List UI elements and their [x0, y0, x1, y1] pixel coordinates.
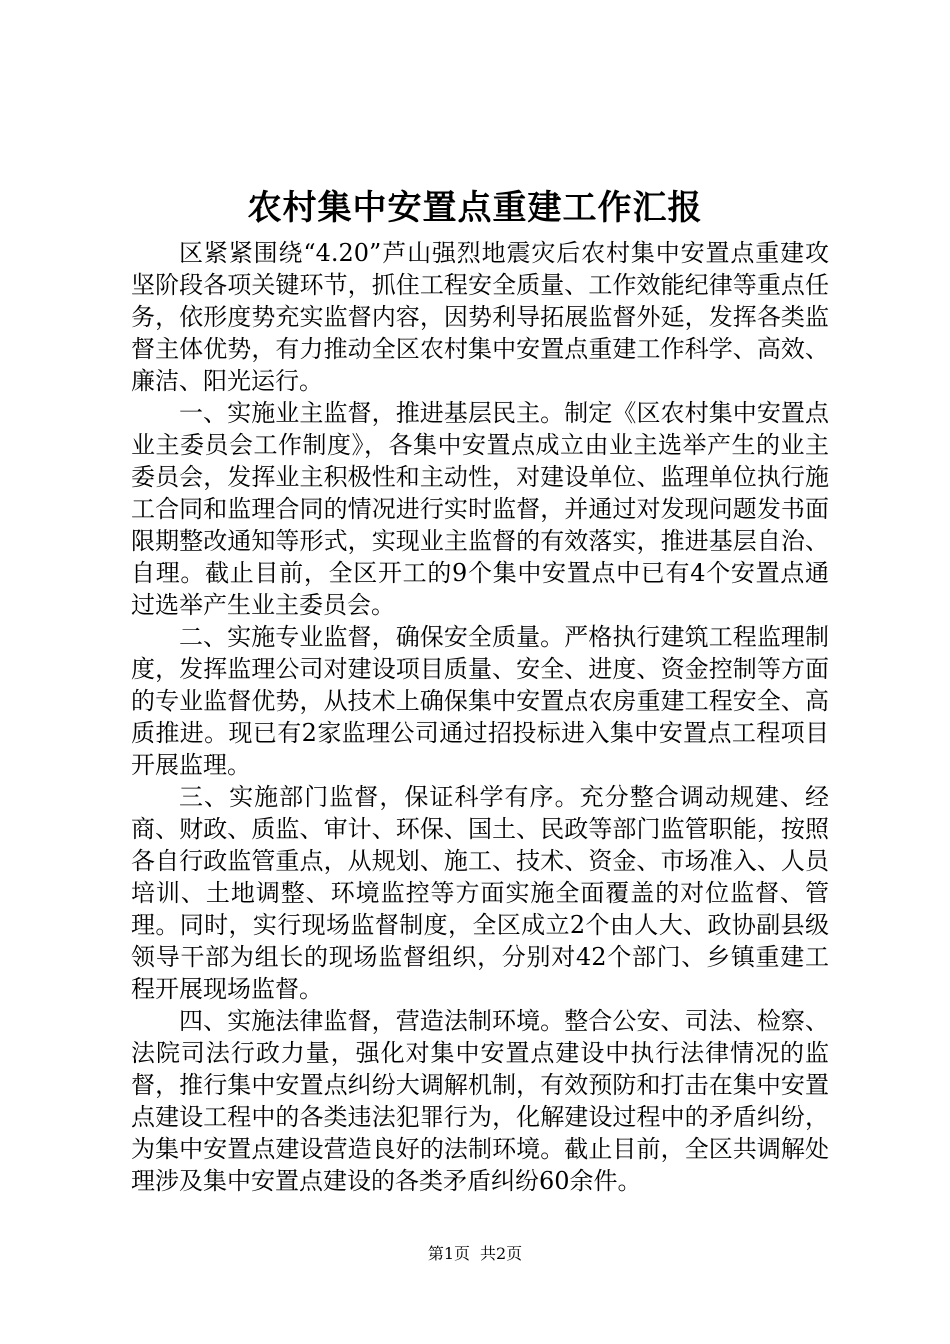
section-four-paragraph: 四、实施法律监督，营造法制环境。整合公安、司法、检察、法院司法行政力量，强化对集中安置点建设中执行法律情况的监督，推行集中安置点纠纷大调解机制，有效预防和打击在集中安置点建设工程中的各类违法犯罪行为，化解建设过程中的矛盾纠纷，为集中安置点建设营造良好的法制环境。截止目前，全区共调解处理涉及集中安置点建设的各类矛盾纠纷60余件。 [131, 1007, 829, 1195]
document-title: 农村集中安置点重建工作汇报 [247, 188, 703, 228]
document-body [131, 237, 829, 1197]
section-two-paragraph: 二、实施专业监督，确保安全质量。严格执行建筑工程监理制度，发挥监理公司对建设项目质量、安全、进度、资金控制等方面的专业监督优势，从技术上确保集中安置点农房重建工程安全、高质推进。现已有2家监理公司通过招投标进入集中安置点工程项目开展监理。 [131, 623, 829, 779]
section-one-paragraph: 一、实施业主监督，推进基层民主。制定《区农村集中安置点业主委员会工作制度》，各集中安置点成立由业主选举产生的业主委员会，发挥业主积极性和主动性，对建设单位、监理单位执行施工合同和监理合同的情况进行实时监督，并通过对发现问题发书面限期整改通知等形式，实现业主监督的有效落实，推进基层自治、自理。截止目前，全区开工的9个集中安置点中已有4个安置点通过选举产生业主委员会。 [131, 399, 829, 619]
intro-paragraph: 区紧紧围绕“4.20”芦山强烈地震灾后农村集中安置点重建攻坚阶段各项关键环节，抓住工程安全质量、工作效能纪律等重点任务，依形度势充实监督内容，因势利导拓展监督外延，发挥各类监督主体优势，有力推动全区农村集中安置点重建工作科学、高效、廉洁、阳光运行。 [131, 239, 829, 395]
page-footer [0, 1244, 950, 1264]
page-number-total: 共2页 [480, 1244, 523, 1263]
section-three-paragraph: 三、实施部门监督，保证科学有序。充分整合调动规建、经商、财政、质监、审计、环保、国土、民政等部门监管职能，按照各自行政监管重点，从规划、施工、技术、资金、市场准入、人员培训、土地调整、环境监控等方面实施全面覆盖的对位监督、管理。同时，实行现场监督制度，全区成立2个由人大、政协副县级领导干部为组长的现场监督组织，分别对42个部门、乡镇重建工程开展现场监督。 [131, 783, 829, 1003]
page-number-current: 第1页 [427, 1244, 470, 1263]
